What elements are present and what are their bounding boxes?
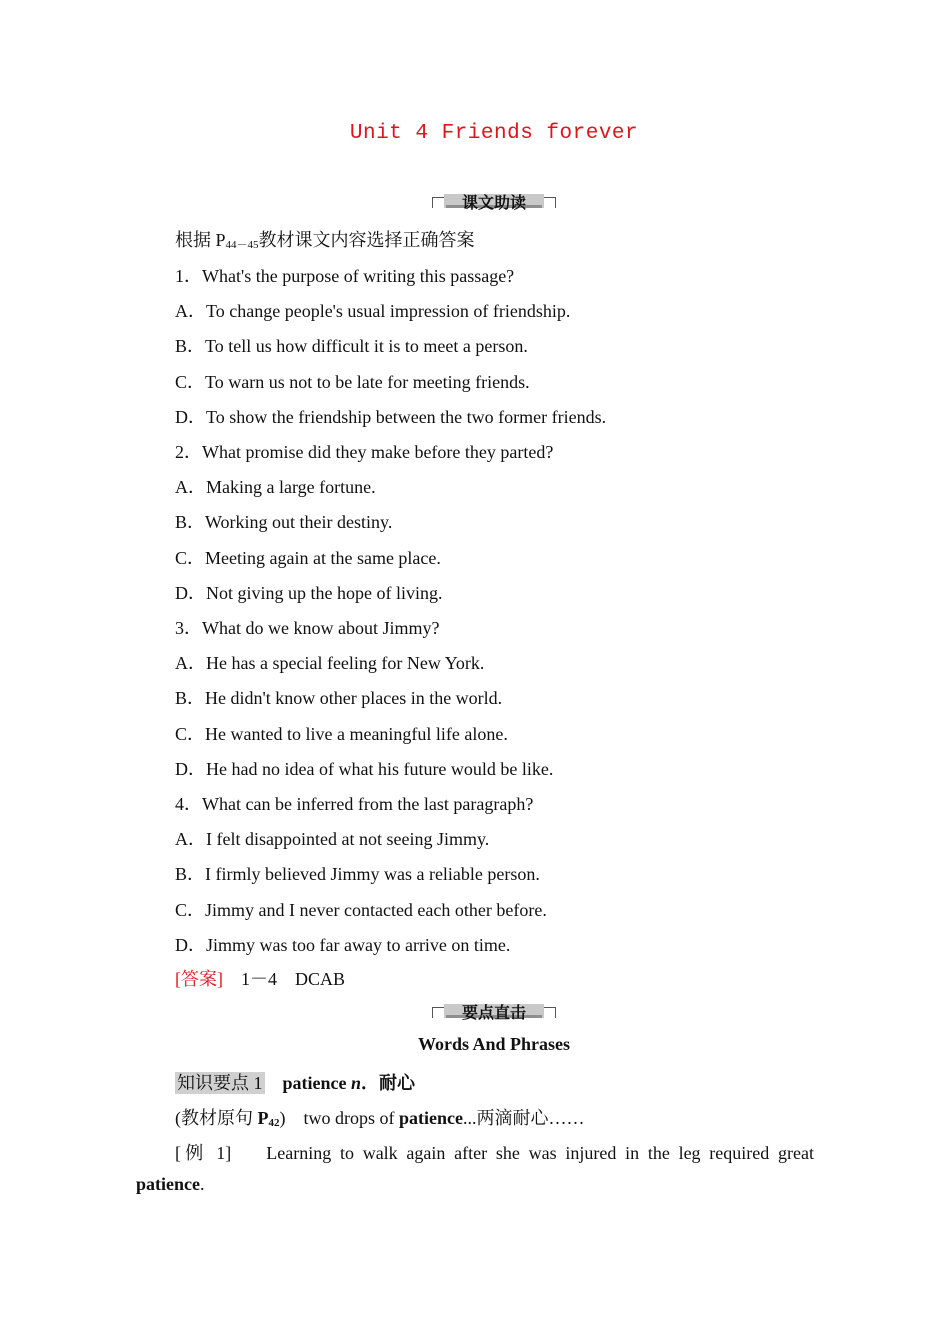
question-option: C．Jimmy and I never contacted each other before. xyxy=(175,899,547,920)
answer-text: 1－4 DCAB xyxy=(241,969,346,989)
instruction: 根据 P44－45教材课文内容选择正确答案 xyxy=(175,230,475,251)
page-title: Unit 4 Friends forever xyxy=(349,122,639,145)
question-option: D．Jimmy was too far away to arrive on time. xyxy=(175,934,511,955)
question-option: B．I firmly believed Jimmy was a reliable person. xyxy=(175,864,540,885)
question-option: C．To warn us not to be late for meeting friends. xyxy=(175,371,530,392)
source-sentence: (教材原句 P42) two drops of patience...两滴耐心…… xyxy=(175,1108,585,1129)
question-option: A．Making a large fortune. xyxy=(175,477,376,498)
answer-line xyxy=(175,965,345,991)
question-option: D．To show the friendship between the two former friends. xyxy=(175,406,607,427)
knowledge-point-tag: 知识要点 1 xyxy=(177,1073,263,1093)
section-badge-text-guide xyxy=(432,194,556,212)
section-badge-label: 课文助读 xyxy=(461,193,526,212)
question-option: B．He didn't know other places in the world. xyxy=(175,688,503,709)
question-option: D．Not giving up the hope of living. xyxy=(175,582,443,603)
section-badge-label: 要点直击 xyxy=(461,1003,526,1022)
question-option: A．To change people's usual impression of friendship. xyxy=(175,301,571,322)
question-option: A．I felt disappointed at not seeing Jimmy. xyxy=(175,829,490,850)
question-option: C．He wanted to live a meaningful life alone. xyxy=(175,723,508,744)
example-sentence-line1: [例 1] Learning to walk again after she was injured in the leg required great xyxy=(175,1143,814,1163)
question-stem: 2．What promise did they make before they parted? xyxy=(175,442,554,462)
question-stem: 3．What do we know about Jimmy? xyxy=(175,618,440,638)
question-option: A．He has a special feeling for New York. xyxy=(175,653,485,674)
example-sentence-line2: patience. xyxy=(136,1174,205,1194)
question-stem: 1．What's the purpose of writing this passage? xyxy=(175,266,515,286)
kp-word: patience xyxy=(282,1073,347,1093)
question-stem: 4．What can be inferred from the last paragraph? xyxy=(175,794,534,814)
question-option: D．He had no idea of what his future would be like. xyxy=(175,758,554,779)
question-option: B．To tell us how difficult it is to meet a person. xyxy=(175,336,528,357)
question-option: B．Working out their destiny. xyxy=(175,512,393,533)
section-heading: Words And Phrases xyxy=(417,1034,571,1054)
section-badge-key-points xyxy=(432,1004,556,1022)
answer-label: [答案] xyxy=(175,969,223,989)
knowledge-point: 知识要点 1 patience n．耐心 xyxy=(177,1073,415,1093)
example-label: [例 1] xyxy=(175,1143,232,1163)
question-option: C．Meeting again at the same place. xyxy=(175,547,441,568)
